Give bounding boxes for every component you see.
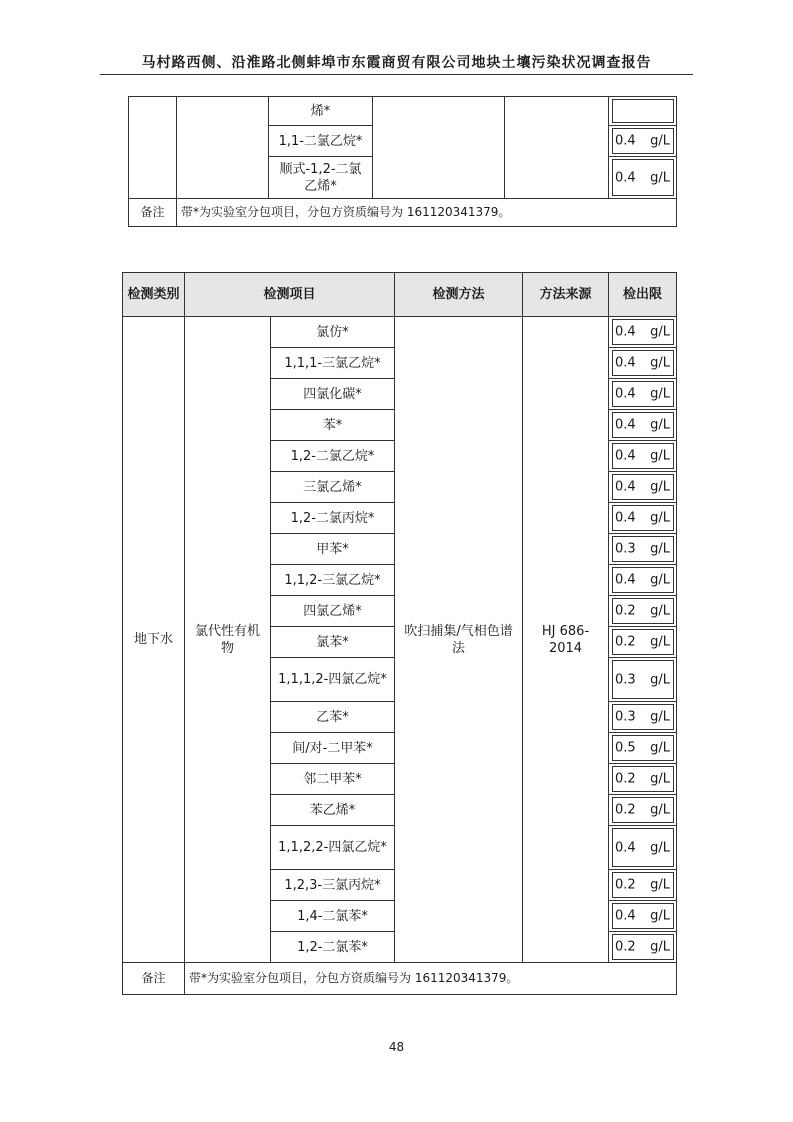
source-cell: HJ 686-2014	[523, 317, 609, 963]
header-method: 检测方法	[395, 273, 523, 317]
limit-cell	[609, 534, 677, 565]
item-cell: 1,2-二氯苯*	[271, 932, 395, 963]
top-item-cell: 顺式-1,2-二氯乙烯*	[269, 157, 373, 199]
top-limit-cell	[609, 97, 677, 126]
limit-unit: g/L	[650, 355, 671, 371]
limit-cell	[609, 826, 677, 870]
limit-value: 0.4	[615, 510, 636, 526]
category-cell: 地下水	[123, 317, 185, 963]
limit-unit: g/L	[650, 840, 671, 855]
header-item: 检测项目	[185, 273, 395, 317]
group-cell: 氯代性有机物	[185, 317, 271, 963]
limit-cell	[609, 410, 677, 441]
item-cell: 1,2-二氯丙烷*	[271, 503, 395, 534]
limit-value: 0.4	[615, 386, 636, 402]
limit-unit: g/L	[650, 603, 671, 619]
limit-unit: g/L	[650, 572, 671, 588]
limit-value: 0.3	[615, 672, 636, 687]
main-table	[122, 272, 677, 995]
top-item-cell: 烯*	[269, 97, 373, 126]
limit-cell	[609, 901, 677, 932]
item-cell: 四氯化碳*	[271, 379, 395, 410]
limit-value: 0.2	[615, 802, 636, 818]
item-cell: 1,1,2,2-四氯乙烷*	[271, 826, 395, 870]
header-source: 方法来源	[523, 273, 609, 317]
item-cell: 甲苯*	[271, 534, 395, 565]
item-cell: 苯乙烯*	[271, 795, 395, 826]
limit-value: 0.4	[615, 417, 636, 433]
limit-unit: g/L	[650, 939, 671, 955]
item-cell: 邻二甲苯*	[271, 764, 395, 795]
limit-cell	[609, 870, 677, 901]
limit-value: 0.2	[615, 771, 636, 787]
item-cell: 乙苯*	[271, 702, 395, 733]
item-cell: 氯仿*	[271, 317, 395, 348]
limit-unit: g/L	[650, 541, 671, 557]
limit-value: 0.3	[615, 541, 636, 557]
limit-cell	[609, 472, 677, 503]
header-rule	[100, 74, 693, 75]
item-cell: 1,2,3-三氯丙烷*	[271, 870, 395, 901]
limit-unit: g/L	[650, 709, 671, 725]
method-cell: 吹扫捕集/气相色谱法	[395, 317, 523, 963]
limit-cell	[609, 348, 677, 379]
top-note-text: 带*为实验室分包项目，分包方资质编号为 161120341379。	[177, 199, 677, 227]
limit-cell	[609, 733, 677, 764]
table-row	[123, 317, 677, 348]
item-cell: 1,4-二氯苯*	[271, 901, 395, 932]
limit-value: 0.3	[615, 709, 636, 725]
limit-cell	[609, 932, 677, 963]
limit-unit: g/L	[650, 448, 671, 464]
limit-value: 0.2	[615, 634, 636, 650]
page-header-title: 马村路西侧、沿淮路北侧蚌埠市东霞商贸有限公司地块土壤污染状况调查报告	[141, 55, 652, 71]
item-cell: 1,1,2-三氯乙烷*	[271, 565, 395, 596]
main-note-text: 带*为实验室分包项目，分包方资质编号为 161120341379。	[185, 963, 677, 995]
limit-unit: g/L	[650, 802, 671, 818]
item-cell: 氯苯*	[271, 627, 395, 658]
limit-value: 0.4	[615, 170, 636, 185]
item-cell: 苯*	[271, 410, 395, 441]
item-cell: 1,2-二氯乙烷*	[271, 441, 395, 472]
main-note-label: 备注	[123, 963, 185, 995]
top-method-cell	[373, 97, 505, 199]
top-group-cell	[177, 97, 269, 199]
limit-cell	[609, 317, 677, 348]
limit-unit: g/L	[650, 324, 671, 340]
limit-unit: g/L	[650, 740, 671, 756]
top-item-cell: 1,1-二氯乙烷*	[269, 126, 373, 157]
limit-value: 0.4	[615, 840, 636, 855]
top-note-label: 备注	[129, 199, 177, 227]
item-cell: 1,1,1,2-四氯乙烷*	[271, 658, 395, 702]
limit-cell	[609, 658, 677, 702]
page-number: 48	[388, 1040, 405, 1054]
item-cell: 间/对-二甲苯*	[271, 733, 395, 764]
top-limit-cell	[609, 157, 677, 199]
header-category: 检测类别	[123, 273, 185, 317]
limit-value: 0.4	[615, 479, 636, 495]
limit-unit: g/L	[650, 634, 671, 650]
limit-unit: g/L	[650, 479, 671, 495]
limit-cell	[609, 503, 677, 534]
limit-cell	[609, 795, 677, 826]
limit-value: 0.2	[615, 603, 636, 619]
limit-unit: g/L	[650, 386, 671, 402]
limit-value: 0.2	[615, 939, 636, 955]
limit-value: 0.4	[615, 448, 636, 464]
limit-unit: g/L	[650, 510, 671, 526]
top-source-cell	[505, 97, 609, 199]
limit-value: 0.5	[615, 740, 636, 756]
limit-unit: g/L	[650, 417, 671, 433]
limit-cell	[609, 565, 677, 596]
item-cell: 三氯乙烯*	[271, 472, 395, 503]
limit-cell	[609, 379, 677, 410]
limit-cell	[609, 702, 677, 733]
limit-value: 0.2	[615, 877, 636, 893]
limit-value: 0.4	[615, 908, 636, 924]
limit-cell	[609, 441, 677, 472]
top-limit-cell	[609, 126, 677, 157]
limit-unit: g/L	[650, 133, 670, 149]
limit-unit: g/L	[650, 771, 671, 787]
limit-cell	[609, 596, 677, 627]
top-category-cell	[129, 97, 177, 199]
limit-value: 0.4	[615, 355, 636, 371]
limit-unit: g/L	[650, 877, 671, 893]
limit-unit: g/L	[650, 672, 671, 687]
item-cell: 四氯乙烯*	[271, 596, 395, 627]
limit-unit: g/L	[650, 170, 670, 185]
limit-value: 0.4	[615, 324, 636, 340]
top-table	[128, 96, 677, 227]
item-cell: 1,1,1-三氯乙烷*	[271, 348, 395, 379]
limit-cell	[609, 764, 677, 795]
header-limit: 检出限	[609, 273, 677, 317]
limit-value: 0.4	[615, 133, 636, 149]
limit-unit: g/L	[650, 908, 671, 924]
limit-value: 0.4	[615, 572, 636, 588]
limit-cell	[609, 627, 677, 658]
